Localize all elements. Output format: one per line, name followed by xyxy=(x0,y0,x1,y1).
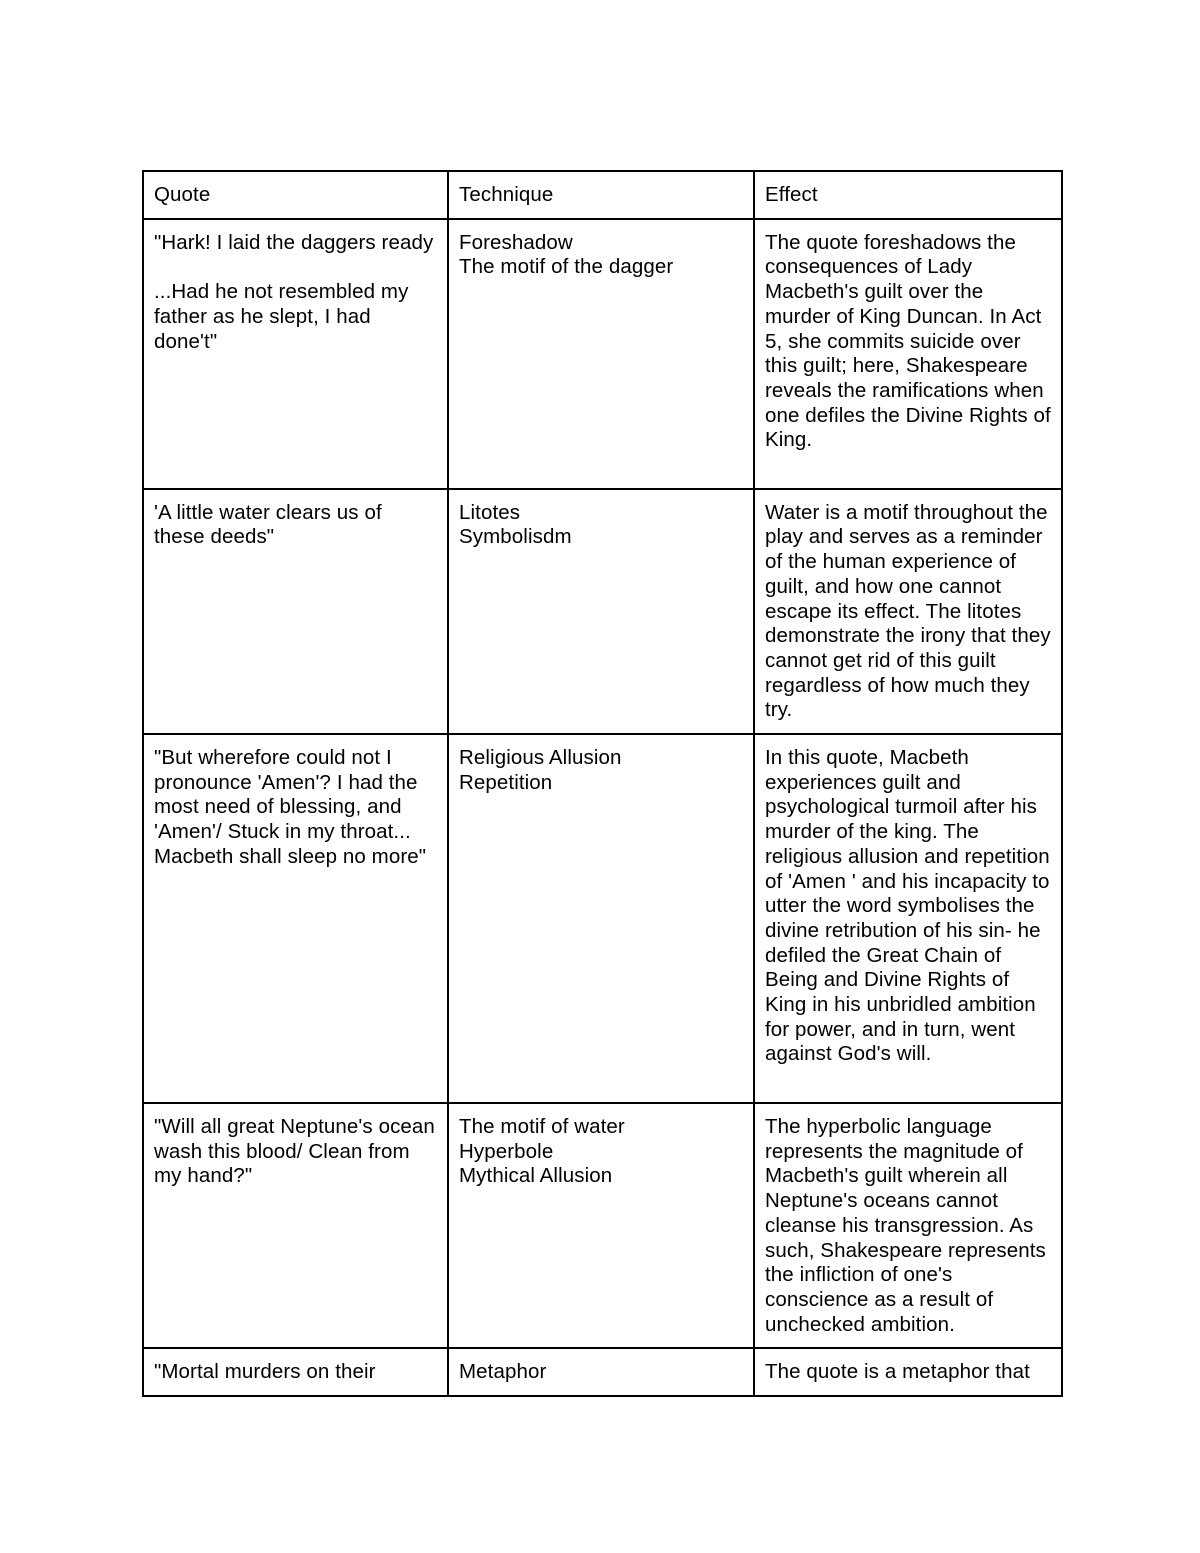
quote-line: "Mortal murders on their xyxy=(154,1360,376,1384)
technique-line: Symbolisdm xyxy=(459,525,572,549)
technique-cell xyxy=(448,1348,754,1396)
technique-line: Religious Allusion xyxy=(459,746,622,770)
effect-cell: The quote foreshadows the consequences of Lady Macbeth's guilt over the murder of King Duncan. In Act 5, she commits suicide over this guilt; here, Shakespeare reveals the ramifications when one defiles the Divine Rights of King. xyxy=(754,219,1062,489)
technique-line: Mythical Allusion xyxy=(459,1164,613,1188)
quote-cell xyxy=(143,219,448,489)
quote-cell xyxy=(143,489,448,734)
effect-cell: The hyperbolic language represents the magnitude of Macbeth's guilt wherein all Neptune's oceans cannot cleanse his transgression. As such, Shakespeare represents the infliction of one's conscience as a result of unchecked ambition. xyxy=(754,1103,1062,1348)
effect-cell: The quote is a metaphor that xyxy=(754,1348,1062,1396)
quote-cell xyxy=(143,1103,448,1348)
table-row xyxy=(143,1103,1062,1348)
header-technique: Technique xyxy=(448,171,754,219)
analysis-table xyxy=(142,170,1063,1397)
technique-line: The motif of water xyxy=(459,1115,625,1139)
header-quote: Quote xyxy=(143,171,448,219)
technique-line: Repetition xyxy=(459,770,553,794)
technique-line: The motif of the dagger xyxy=(459,255,674,279)
technique-cell xyxy=(448,734,754,1103)
table-header-row xyxy=(143,171,1062,219)
paragraph-gap xyxy=(154,255,437,280)
technique-line: Litotes xyxy=(459,500,521,524)
header-effect: Effect xyxy=(754,171,1062,219)
technique-line: Foreshadow xyxy=(459,230,573,254)
quote-line: "Will all great Neptune's ocean wash this blood/ Clean from my hand?" xyxy=(154,1115,441,1188)
table-row xyxy=(143,489,1062,734)
effect-cell: Water is a motif throughout the play and serves as a reminder of the human experience of guilt, and how one cannot escape its effect. The litotes demonstrate the irony that they cannot get rid of this guilt regardless of how much they try. xyxy=(754,489,1062,734)
technique-cell xyxy=(448,1103,754,1348)
technique-cell xyxy=(448,219,754,489)
table-row xyxy=(143,1348,1062,1396)
quote-line: ...Had he not resembled my father as he slept, I had done't" xyxy=(154,280,415,353)
quote-line: 'A little water clears us of these deeds" xyxy=(154,500,388,549)
quote-cell xyxy=(143,1348,448,1396)
effect-cell: In this quote, Macbeth experiences guilt and psychological turmoil after his murder of the king. The religious allusion and repetition of 'Amen ' and his incapacity to utter the word symbolises the divine retribution of his sin- he defiled the Great Chain of Being and Divine Rights of King in his unbridled ambition for power, and in turn, went against God's will. xyxy=(754,734,1062,1103)
technique-line: Metaphor xyxy=(459,1360,547,1384)
quote-line: "Hark! I laid the daggers ready xyxy=(154,230,434,254)
quote-cell xyxy=(143,734,448,1103)
technique-line: Hyperbole xyxy=(459,1139,554,1163)
quote-line: "But wherefore could not I pronounce 'Amen'? I had the most need of blessing, and 'Amen'/ Stuck in my throat... Macbeth shall sleep no more" xyxy=(154,746,427,868)
table-row xyxy=(143,219,1062,489)
table-row xyxy=(143,734,1062,1103)
technique-cell xyxy=(448,489,754,734)
